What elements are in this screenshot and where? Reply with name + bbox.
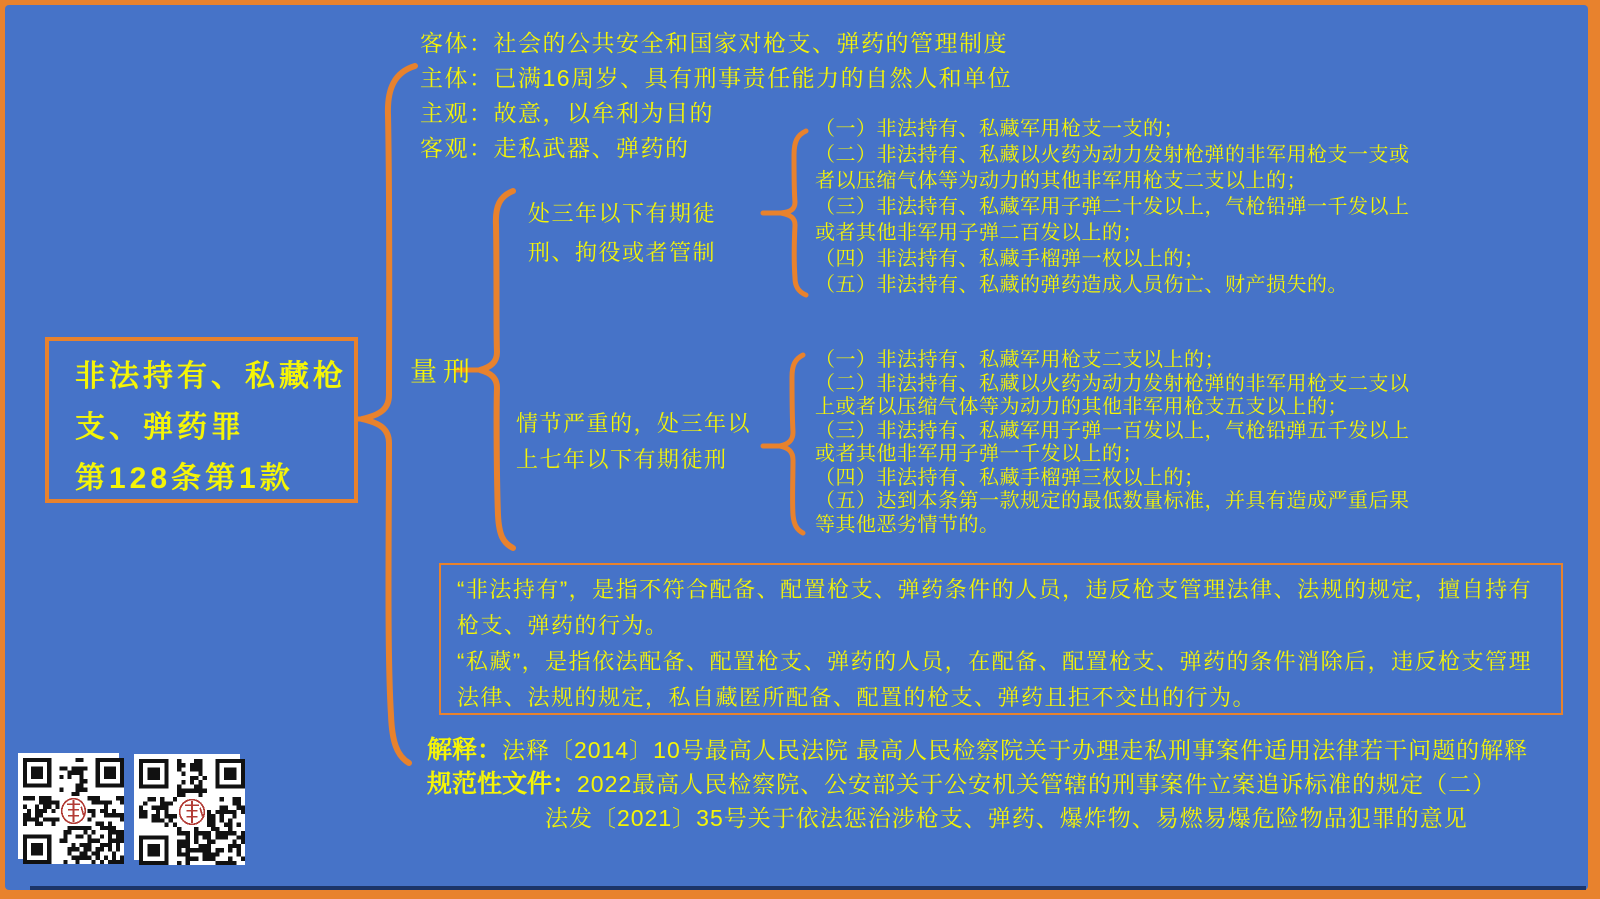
crime-title-box — [45, 337, 358, 503]
normative-text: 2022最高人民检察院、公安部关于公安机关管辖的刑事案件立案追诉标准的规定（二） — [577, 771, 1497, 797]
condition-item: （五）达到本条第一款规定的最低数量标准，并具有造成严重后果等其他恶劣情节的。 — [815, 490, 1410, 536]
interpretation-row — [427, 733, 1528, 767]
references-block — [427, 733, 1528, 835]
element-subject — [420, 61, 1012, 96]
element-text: 走私武器、弹药的 — [493, 135, 690, 161]
interpretation-label: 解释： — [427, 736, 503, 764]
normative-label: 规范性文件： — [427, 770, 578, 798]
normative-text: 法发〔2021〕35号关于依法惩治涉枪支、弹药、爆炸物、易燃易爆危险物品犯罪的意见 — [545, 805, 1468, 831]
definition-illegal-possession: “非法持有”，是指不符合配备、配置枪支、弹药条件的人员，违反枪支管理法律、法规的规定，擅自持有枪支、弹药的行为。 — [457, 577, 1533, 638]
conditions-list-light — [815, 116, 1419, 298]
condition-item: （二）非法持有、私藏以火药为动力发射枪弹的非军用枪支一支或者以压缩气体等为动力的其他非军用枪支二支以上的； — [815, 144, 1410, 192]
element-object — [420, 26, 1012, 61]
element-label: 主体： — [420, 65, 494, 91]
condition-item: （二）非法持有、私藏以火药为动力发射枪弹的非军用枪支二支以上或者以压缩气体等为动力的其他非军用枪支五支以上的； — [815, 372, 1410, 418]
definitions-box — [439, 563, 1563, 715]
bottom-divider-line — [30, 886, 1586, 890]
condition-item: （一）非法持有、私藏军用枪支二支以上的； — [815, 349, 1225, 371]
qr-code-right — [134, 754, 240, 860]
crime-title-line: 支、弹药罪 — [75, 411, 245, 444]
element-label: 客观： — [420, 135, 494, 161]
sentencing-node-label: 量刑 — [410, 357, 476, 387]
interpretation-text: 法释〔2014〕10号最高人民法院 最高人民检察院关于办理走私刑事案件适用法律若干问题的解释 — [502, 737, 1529, 763]
definition-private-concealment: “私藏”，是指依法配备、配置枪支、弹药的人员，在配备、配置枪支、弹药的条件消除后，违反枪支管理法律、法规的规定，私自藏匿所配备、配置的枪支、弹药且拒不交出的行为。 — [457, 649, 1533, 710]
condition-item: （五）非法持有、私藏的弹药造成人员伤亡、财产损失的。 — [815, 274, 1348, 296]
element-text: 社会的公共安全和国家对枪支、弹药的管理制度 — [493, 30, 1008, 56]
element-label: 主观： — [420, 100, 494, 126]
crime-title-line: 非法持有、私藏枪 — [75, 360, 347, 393]
qr-code-left — [18, 753, 119, 859]
sentence-light-text: 处三年以下有期徒刑、拘役或者管制 — [528, 201, 717, 265]
normative-row — [427, 767, 1528, 801]
element-label: 客体： — [420, 30, 494, 56]
conditions-list-severe — [815, 349, 1419, 537]
condition-item: （三）非法持有、私藏军用子弹一百发以上，气枪铅弹五千发以上或者其他非军用子弹一千发以上的； — [815, 419, 1410, 465]
element-text: 已满16周岁、具有刑事责任能力的自然人和单位 — [493, 65, 1013, 91]
sentence-severe-text: 情节严重的，处三年以上七年以下有期徒刑 — [516, 411, 752, 472]
crime-title-line: 第128条第1款 — [75, 462, 294, 495]
condition-item: （一）非法持有、私藏军用枪支一支的； — [815, 118, 1184, 140]
normative-row-2 — [427, 801, 1528, 835]
condition-item: （四）非法持有、私藏手榴弹三枚以上的； — [815, 466, 1205, 489]
condition-item: （四）非法持有、私藏手榴弹一枚以上的； — [815, 248, 1205, 270]
condition-item: （三）非法持有、私藏军用子弹二十发以上，气枪铅弹一千发以上或者其他非军用子弹二百发以上的； — [815, 196, 1410, 244]
element-text: 故意，以牟利为目的 — [493, 100, 714, 126]
